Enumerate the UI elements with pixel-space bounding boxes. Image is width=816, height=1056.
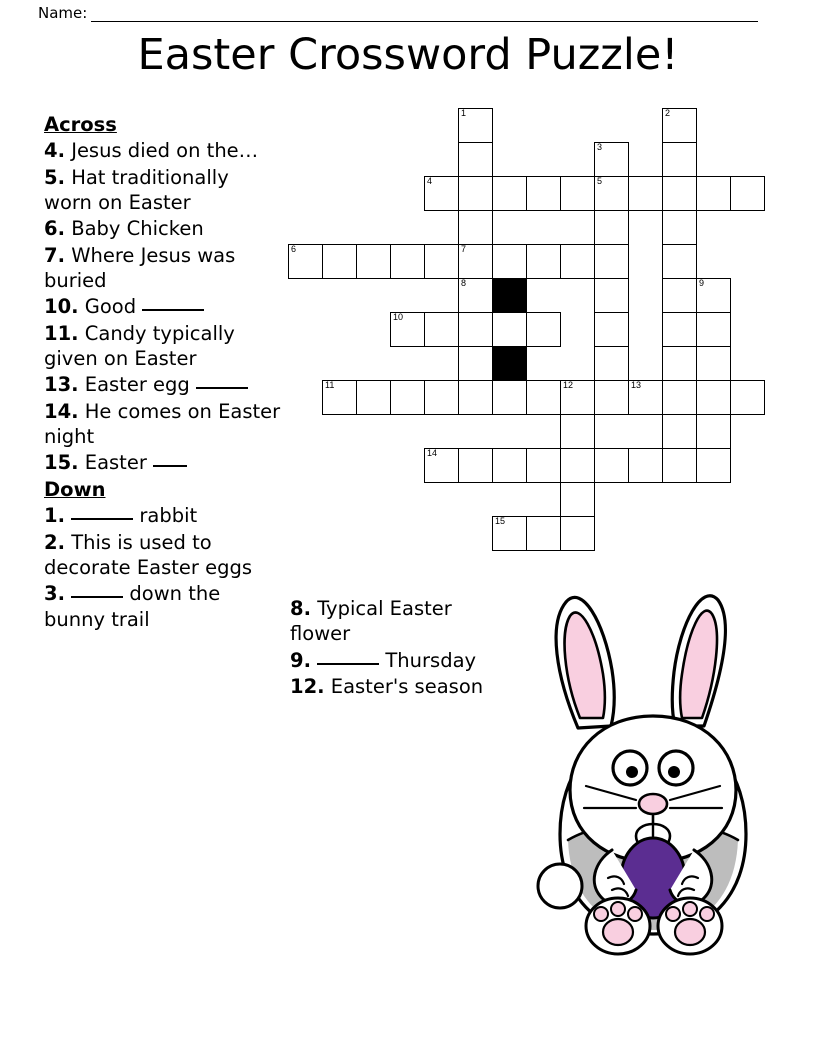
clue-text: Easter	[85, 451, 187, 474]
grid-cell[interactable]	[560, 448, 595, 483]
clue-text: Typical Easter flower	[290, 597, 452, 646]
clue-across-13	[44, 372, 282, 397]
clue-text: Baby Chicken	[71, 217, 204, 241]
clue-across-6	[44, 216, 282, 241]
clue-down-3	[44, 581, 282, 632]
clue-text: This is used to decorate Easter eggs	[44, 530, 253, 579]
clue-number: 9.	[290, 648, 311, 672]
clue-text: Easter egg	[85, 373, 248, 396]
grid-cell[interactable]	[628, 176, 663, 211]
grid-cell[interactable]	[594, 448, 629, 483]
easter-bunny-illustration	[508, 578, 798, 963]
crossword-grid[interactable]	[288, 108, 788, 526]
name-label: Name:	[38, 4, 88, 22]
clue-number: 11.	[44, 321, 79, 345]
grid-cell[interactable]	[594, 142, 629, 177]
clue-text: Hat traditionally worn on Easter	[44, 165, 229, 215]
clue-number: 5.	[44, 165, 65, 189]
grid-cell[interactable]	[492, 244, 527, 279]
grid-cell[interactable]	[526, 516, 561, 551]
grid-cell[interactable]	[356, 380, 391, 415]
grid-cell[interactable]	[594, 346, 629, 381]
grid-cell[interactable]	[526, 312, 561, 347]
grid-cell[interactable]	[594, 244, 629, 279]
answer-blank[interactable]	[142, 309, 204, 311]
grid-cell-number: 2	[665, 108, 671, 118]
clue-text: Easter's season	[330, 675, 484, 699]
clue-across-14	[44, 399, 282, 450]
grid-cell[interactable]	[458, 244, 493, 279]
grid-cell[interactable]	[458, 210, 493, 245]
clue-number: 3.	[44, 582, 65, 606]
answer-blank[interactable]	[71, 596, 123, 598]
clue-down-9	[290, 648, 490, 673]
grid-cell[interactable]	[662, 142, 697, 177]
grid-cell-number: 10	[393, 312, 404, 322]
grid-cell[interactable]	[390, 380, 425, 415]
grid-cell[interactable]	[594, 380, 629, 415]
grid-cell[interactable]	[662, 414, 697, 449]
clue-number: 4.	[44, 139, 65, 163]
name-field-row	[38, 0, 758, 22]
grid-cell[interactable]	[458, 380, 493, 415]
grid-cell-number: 4	[427, 176, 433, 186]
grid-cell[interactable]	[730, 176, 765, 211]
answer-blank[interactable]	[317, 663, 379, 665]
grid-cell-number: 11	[325, 380, 335, 390]
grid-cell[interactable]	[662, 176, 697, 211]
name-write-line[interactable]	[91, 7, 758, 22]
grid-cell[interactable]	[696, 414, 731, 449]
grid-cell[interactable]	[696, 380, 731, 415]
clue-number: 7.	[44, 243, 65, 267]
clue-text: rabbit	[71, 504, 197, 527]
grid-cell[interactable]	[458, 142, 493, 177]
grid-cell[interactable]	[526, 448, 561, 483]
grid-cell[interactable]	[560, 176, 595, 211]
clue-number: 8.	[290, 597, 311, 620]
clue-down-8	[290, 596, 490, 647]
clue-number: 14.	[44, 399, 79, 423]
grid-cell[interactable]	[594, 278, 629, 313]
clue-down-2	[44, 530, 282, 581]
grid-cell-number: 15	[495, 516, 506, 526]
clues-column-left	[44, 112, 282, 633]
grid-cell[interactable]	[492, 380, 527, 415]
grid-cell-number: 5	[597, 176, 603, 186]
grid-cell-blocked	[492, 346, 527, 381]
grid-cell[interactable]	[424, 312, 459, 347]
grid-cell[interactable]	[526, 380, 561, 415]
clue-text: down the bunny trail	[44, 582, 221, 631]
clue-number: 12.	[290, 675, 325, 699]
clue-down-12	[290, 674, 490, 699]
grid-cell[interactable]	[322, 380, 357, 415]
grid-cell[interactable]	[526, 244, 561, 279]
grid-cell[interactable]	[560, 516, 595, 551]
grid-cell[interactable]	[662, 448, 697, 483]
grid-cell[interactable]	[526, 176, 561, 211]
clue-number: 1.	[44, 504, 65, 528]
grid-cell[interactable]	[560, 244, 595, 279]
grid-cell[interactable]	[560, 414, 595, 449]
clue-number: 15.	[44, 451, 79, 475]
across-heading: Across	[44, 113, 117, 136]
clue-across-11	[44, 321, 282, 372]
page-title: Easter Crossword Puzzle!	[137, 30, 679, 80]
grid-cell[interactable]	[730, 380, 765, 415]
clue-number: 2.	[44, 530, 65, 554]
grid-cell[interactable]	[696, 312, 731, 347]
clue-number: 13.	[44, 373, 79, 397]
down-heading: Down	[44, 477, 106, 501]
grid-cell[interactable]	[424, 380, 459, 415]
grid-cell[interactable]	[662, 210, 697, 245]
grid-cell[interactable]	[662, 380, 697, 415]
grid-cell[interactable]	[424, 448, 459, 483]
grid-cell[interactable]	[458, 278, 493, 313]
grid-cell[interactable]	[560, 380, 595, 415]
grid-cell[interactable]	[492, 176, 527, 211]
grid-cell[interactable]	[662, 108, 697, 143]
grid-cell[interactable]	[390, 312, 425, 347]
clue-across-7	[44, 243, 282, 294]
grid-cell-number: 13	[631, 380, 642, 390]
grid-cell[interactable]	[696, 448, 731, 483]
grid-cell[interactable]	[356, 244, 391, 279]
grid-cell[interactable]	[424, 244, 459, 279]
grid-cell[interactable]	[458, 176, 493, 211]
clue-across-4	[44, 138, 282, 163]
grid-cell-number: 12	[563, 380, 574, 390]
grid-cell[interactable]	[662, 346, 697, 381]
clue-across-5	[44, 165, 282, 216]
grid-cell[interactable]	[458, 108, 493, 143]
grid-cell[interactable]	[458, 312, 493, 347]
grid-cell[interactable]	[628, 380, 663, 415]
clue-text: Good	[85, 295, 205, 318]
grid-cell[interactable]	[696, 346, 731, 381]
answer-blank[interactable]	[196, 387, 248, 389]
grid-cell-number: 1	[461, 108, 467, 118]
grid-cell-number: 9	[699, 278, 705, 288]
grid-cell[interactable]	[322, 244, 357, 279]
answer-blank[interactable]	[153, 465, 187, 467]
grid-cell[interactable]	[594, 312, 629, 347]
clue-text: Jesus died on the…	[71, 139, 259, 163]
grid-cell-number: 3	[597, 142, 603, 152]
grid-cell[interactable]	[424, 176, 459, 211]
grid-cell[interactable]	[594, 210, 629, 245]
clue-number: 10.	[44, 295, 79, 319]
grid-cell[interactable]	[696, 176, 731, 211]
grid-cell[interactable]	[390, 244, 425, 279]
clue-text: He comes on Easter night	[44, 399, 281, 449]
clue-number: 6.	[44, 217, 65, 241]
clue-across-10	[44, 294, 282, 319]
clue-text: Where Jesus was buried	[44, 243, 236, 293]
clue-text: Thursday	[317, 649, 476, 672]
grid-cell[interactable]	[288, 244, 323, 279]
grid-cell-number: 14	[427, 448, 438, 458]
grid-cell[interactable]	[594, 176, 629, 211]
grid-cell-number: 7	[461, 244, 467, 254]
grid-cell[interactable]	[492, 516, 527, 551]
grid-cell-number: 8	[461, 278, 467, 288]
clue-across-15	[44, 450, 282, 475]
grid-cell[interactable]	[492, 312, 527, 347]
clues-column-middle	[290, 596, 490, 700]
grid-cell-blocked	[492, 278, 527, 313]
grid-cell[interactable]	[662, 278, 697, 313]
clue-text: Candy typically given on Easter	[44, 321, 235, 371]
grid-cell[interactable]	[696, 278, 731, 313]
grid-cell[interactable]	[458, 448, 493, 483]
grid-cell[interactable]	[628, 448, 663, 483]
grid-cell-number: 6	[291, 244, 297, 254]
grid-cell[interactable]	[560, 482, 595, 517]
answer-blank[interactable]	[71, 518, 133, 520]
grid-cell[interactable]	[458, 346, 493, 381]
grid-cell[interactable]	[492, 448, 527, 483]
clue-down-1	[44, 503, 282, 528]
grid-cell[interactable]	[662, 312, 697, 347]
grid-cell[interactable]	[662, 244, 697, 279]
